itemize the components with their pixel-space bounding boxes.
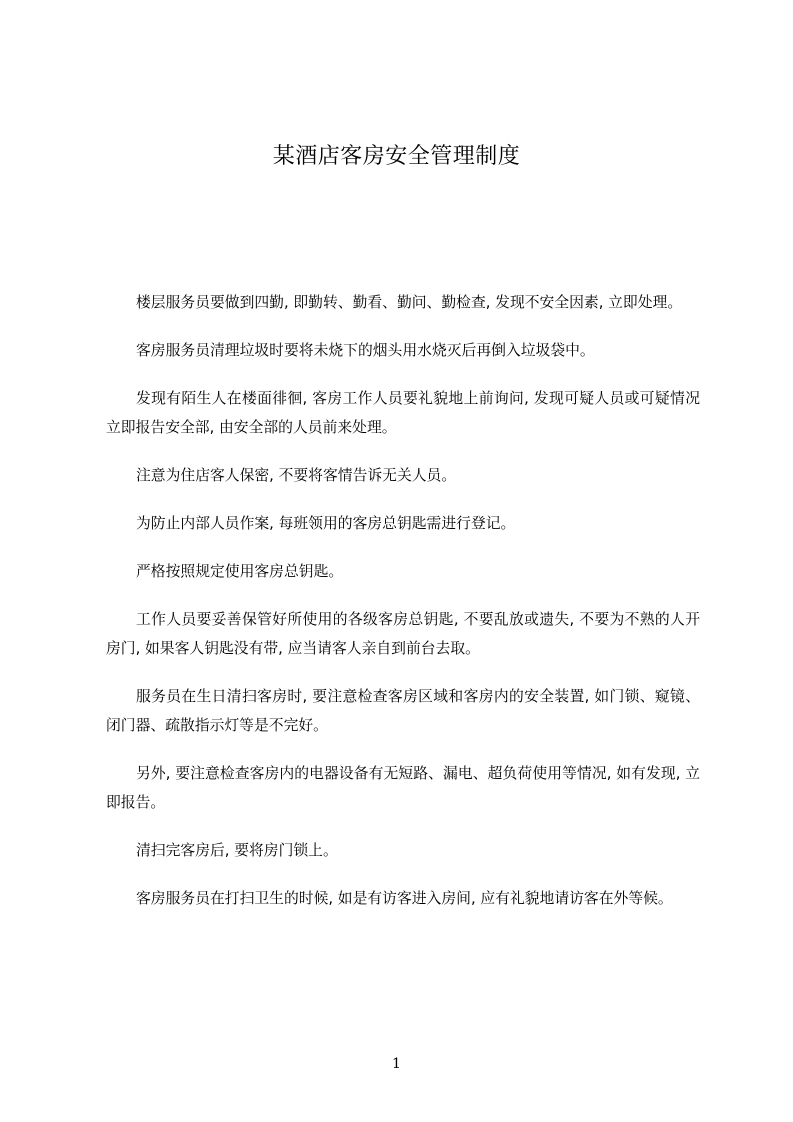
- document-title: 某酒店客房安全管理制度: [272, 144, 521, 169]
- paragraph-5: 为防止内部人员作案, 每班领用的客房总钥匙需进行登记。: [136, 515, 516, 532]
- paragraph-8: 服务员在生日清扫客房时, 要注意检查客房区域和客房内的安全装置, 如门锁、窥镜、闭门器、疏散指示灯等是不完好。: [106, 688, 700, 734]
- paragraph-1: 楼层服务员要做到四勤, 即勤转、勤看、勤问、勤检查, 发现不安全因素, 立即处理。: [136, 294, 683, 311]
- paragraph-2: 客房服务员清理垃圾时要将未烧下的烟头用水烧灭后再倒入垃圾袋中。: [136, 342, 595, 359]
- paragraph-3: 发现有陌生人在楼面徘徊, 客房工作人员要礼貌地上前询问, 发现可疑人员或可疑情况立即报告安全部, 由安全部的人员前来处理。: [106, 390, 700, 436]
- paragraph-4: 注意为住店客人保密, 不要将客情告诉无关人员。: [136, 467, 457, 484]
- document-body: [106, 288, 700, 932]
- page-number: 1: [392, 1056, 401, 1072]
- paragraph-10: 清扫完客房后, 要将房门锁上。: [136, 842, 338, 859]
- paragraph-6: 严格按照规定使用客房总钥匙。: [136, 563, 344, 580]
- paragraph-7: 工作人员要妥善保管好所使用的各级客房总钥匙, 不要乱放或遗失, 不要为不熟的人开房门, 如果客人钥匙没有带, 应当请客人亲自到前台去取。: [106, 611, 700, 657]
- paragraph-11: 客房服务员在打扫卫生的时候, 如是有访客进入房间, 应有礼貌地请访客在外等候。: [136, 890, 673, 907]
- paragraph-9: 另外, 要注意检查客房内的电器设备有无短路、漏电、超负荷使用等情况, 如有发现, 立即报告。: [106, 765, 700, 811]
